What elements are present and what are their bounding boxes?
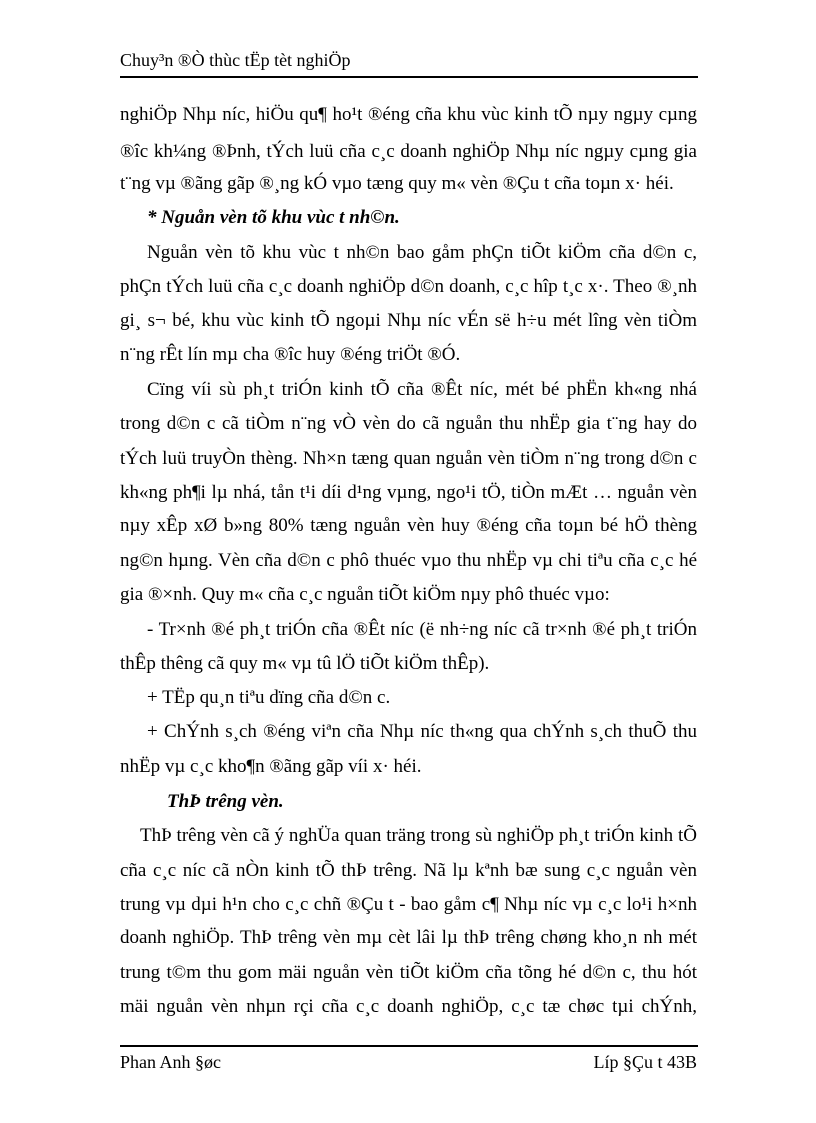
footer-class: Líp §Çu t 43B bbox=[593, 1052, 697, 1072]
paragraph-line: thÊp thêng cã quy m« vµ tû lÖ tiÕt kiÖm thÊp). bbox=[120, 653, 490, 674]
footer-divider bbox=[120, 1045, 698, 1047]
paragraph-line: trung vµ dµi h¹n cho c¸c chñ ®Çu t - bao gåm c¶ Nhµ níc vµ c¸c lo¹i h×nh bbox=[120, 894, 697, 915]
paragraph-line: ng©n hµng. Vèn cña d©n c phô thuéc vµo thu nhËp vµ chi tiªu cña c¸c hé bbox=[120, 550, 697, 571]
paragraph-line: kh«ng ph¶i lµ nhá, tån t¹i díi d¹ng vµng, ngo¹i tÖ, tiÒn mÆt … nguån vèn bbox=[120, 482, 697, 503]
paragraph-line: Cïng víi sù ph¸t triÓn kinh tÕ cña ®Êt níc, mét bé phËn kh«ng nhá bbox=[147, 379, 697, 400]
paragraph-line: doanh nghiÖp. ThÞ trêng vèn mµ cèt lâi lµ thÞ trêng chøng kho¸n nh mét bbox=[120, 927, 697, 948]
paragraph-line: gia ®×nh. Quy m« cña c¸c nguån tiÕt kiÖm nµy phô thuéc vµo: bbox=[120, 584, 610, 605]
paragraph-line: cña c¸c níc cã nÒn kinh tÕ thÞ trêng. Nã lµ kªnh bæ sung c¸c nguån vèn bbox=[120, 860, 697, 881]
section-heading: * Nguån vèn tõ khu vùc t nh©n. bbox=[147, 207, 400, 228]
page-header-title: Chuy³n ®Ò thùc tËp tèt nghiÖp bbox=[120, 50, 351, 70]
paragraph-line: nµy xÊp xØ b»ng 80% tæng nguån vèn huy ®éng cña toµn bé hÖ thèng bbox=[120, 515, 697, 536]
paragraph-line: ThÞ trêng vèn cã ý nghÜa quan träng trong sù nghiÖp ph¸t triÓn kinh tÕ bbox=[140, 825, 697, 846]
paragraph-line: trong d©n c cã tiÒm n¨ng vÒ vèn do cã nguån thu nhËp gia t¨ng hay do bbox=[120, 413, 697, 434]
paragraph-line: n¨ng rÊt lín mµ cha ®îc huy ®éng triÖt ®Ó. bbox=[120, 344, 461, 365]
paragraph-line: trung t©m thu gom mäi nguån vèn tiÕt kiÖm cña tõng hé d©n c, thu hót bbox=[120, 962, 697, 983]
header-divider bbox=[120, 76, 698, 78]
paragraph-line: t¨ng vµ ®ãng gãp ®¸ng kÓ vµo tæng quy m« vèn ®Çu t cña toµn x· héi. bbox=[120, 173, 674, 194]
paragraph-line: gi¸ s¬ bé, khu vùc kinh tÕ ngoµi Nhµ níc vÉn së h÷u mét lîng vèn tiÒm bbox=[120, 310, 697, 331]
paragraph-line: mäi nguån vèn nhµn rçi cña c¸c doanh nghiÖp, c¸c tæ chøc tµi chÝnh, bbox=[120, 996, 697, 1017]
paragraph-line: tÝch luü truyÒn thèng. Nh×n tæng quan nguån vèn tiÒm n¨ng trong d©n c bbox=[120, 448, 697, 469]
list-item: + TËp qu¸n tiªu dïng cña d©n c. bbox=[147, 687, 391, 708]
list-item: - Tr×nh ®é ph¸t triÓn cña ®Êt níc (ë nh÷ng níc cã tr×nh ®é ph¸t triÓn bbox=[147, 619, 697, 640]
paragraph-line: Nguån vèn tõ khu vùc t nh©n bao gåm phÇn tiÕt kiÖm cña d©n c, bbox=[147, 242, 697, 263]
list-item: + ChÝnh s¸ch ®éng viªn cña Nhµ níc th«ng qua chÝnh s¸ch thuÕ thu bbox=[147, 721, 697, 742]
footer-author: Phan Anh §øc bbox=[120, 1052, 221, 1072]
paragraph-line: phÇn tÝch luü cña c¸c doanh nghiÖp d©n doanh, c¸c hîp t¸c x·. Theo ®¸nh bbox=[120, 276, 697, 297]
section-heading: ThÞ trêng vèn. bbox=[167, 791, 284, 812]
paragraph-line: ®îc kh¼ng ®Þnh, tÝch luü cña c¸c doanh nghiÖp Nhµ níc ngµy cµng gia bbox=[120, 141, 697, 162]
paragraph-line: nghiÖp Nhµ níc, hiÖu qu¶ ho¹t ®éng cña khu vùc kinh tÕ nµy ngµy cµng bbox=[120, 104, 697, 125]
paragraph-line: nhËp vµ c¸c kho¶n ®ãng gãp víi x· héi. bbox=[120, 756, 422, 777]
